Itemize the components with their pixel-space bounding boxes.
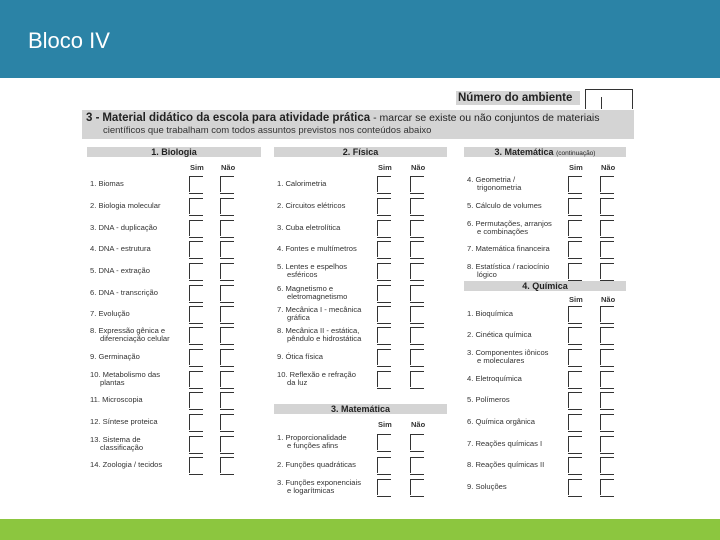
biologia-item: [90, 461, 162, 469]
biologia-sim-checkbox[interactable]: [189, 436, 203, 452]
biologia-item: [90, 267, 150, 275]
biologia-sim-checkbox[interactable]: [189, 220, 203, 236]
checkbox-baseline: [189, 431, 203, 432]
checkbox-baseline: [600, 366, 614, 367]
fisica-item: [277, 327, 361, 343]
quimica-item: [467, 483, 507, 491]
item-label-line: 6. Permutações, arranjos: [467, 219, 552, 228]
biologia-nao-checkbox[interactable]: [220, 349, 234, 365]
matematica-nao-header: Não: [411, 420, 426, 429]
item-label-line: 3. Funções exponenciais: [277, 478, 362, 487]
fisica-sim-checkbox[interactable]: [377, 349, 391, 365]
checkbox-baseline: [568, 344, 582, 345]
item-label-line: 2. Circuitos elétricos: [277, 201, 346, 210]
matematica-nao-checkbox[interactable]: [410, 479, 424, 495]
fisica-section-header: [274, 147, 447, 157]
checkbox-baseline: [377, 496, 391, 497]
matematica-item: [277, 434, 347, 450]
item-label-line: da luz: [287, 378, 308, 387]
biologia-nao-checkbox[interactable]: [220, 263, 234, 279]
item-label-line: eletromagnetismo: [287, 292, 348, 301]
checkbox-baseline: [189, 280, 203, 281]
matematica_cont-nao-checkbox[interactable]: [600, 176, 614, 192]
fisica-item: [277, 202, 345, 210]
quimica-sim-checkbox[interactable]: [568, 349, 582, 365]
item-label-line: 4. Fontes e multímetros: [277, 244, 357, 253]
matematica-nao-checkbox[interactable]: [410, 457, 424, 473]
slide-header: [0, 0, 720, 78]
fisica-item: [277, 353, 323, 361]
biologia-sim-checkbox[interactable]: [189, 285, 203, 301]
matematica_cont-sim-checkbox[interactable]: [568, 263, 582, 279]
checkbox-baseline: [377, 215, 391, 216]
item-label-line: 4. Eletroquímica: [467, 374, 522, 383]
item-label-line: e logarítmicas: [287, 486, 335, 495]
item-label-line: 14. Zoologia / tecidos: [90, 460, 163, 469]
checkbox-baseline: [410, 388, 424, 389]
biologia-sim-checkbox[interactable]: [189, 306, 203, 322]
slide-title: Bloco IV: [28, 28, 110, 53]
quimica-sim-checkbox[interactable]: [568, 371, 582, 387]
item-label-line: 7. Evolução: [90, 309, 130, 318]
checkbox-baseline: [568, 496, 582, 497]
item-label-line: 6. Química orgânica: [467, 417, 535, 426]
checkbox-baseline: [410, 302, 424, 303]
biologia-nao-checkbox[interactable]: [220, 198, 234, 214]
item-label-line: 9. Ótica física: [277, 352, 324, 361]
item-label-line: 12. Síntese proteica: [90, 417, 158, 426]
quimica-nao-checkbox[interactable]: [600, 371, 614, 387]
question-suffix: - marcar se existe ou não conjuntos de materiais: [373, 112, 600, 124]
ambiente-field[interactable]: [585, 89, 633, 109]
biologia-sim-checkbox[interactable]: [189, 457, 203, 473]
biologia-sim-header: Sim: [190, 163, 204, 172]
item-label-line: 1. Bioquímica: [467, 309, 514, 318]
checkbox-baseline: [220, 409, 234, 410]
biologia-item: [90, 289, 158, 297]
checkbox-baseline: [377, 344, 391, 345]
footer-bar: [0, 519, 720, 540]
quimica-item: [467, 375, 522, 383]
biologia-item: [90, 396, 143, 404]
fisica-nao-checkbox[interactable]: [410, 263, 424, 279]
biologia-nao-checkbox[interactable]: [220, 285, 234, 301]
fisica-sim-checkbox[interactable]: [377, 241, 391, 257]
fisica-nao-checkbox[interactable]: [410, 349, 424, 365]
biologia-item: [90, 371, 160, 387]
checkbox-baseline: [189, 323, 203, 324]
item-label-line: e moleculares: [477, 356, 525, 365]
quimica-item: [467, 440, 542, 448]
biologia-item: [90, 418, 158, 426]
biologia-sim-checkbox[interactable]: [189, 414, 203, 430]
item-label-line: 1. Proporcionalidade: [277, 433, 347, 442]
fisica-nao-checkbox[interactable]: [410, 241, 424, 257]
checkbox-baseline: [410, 496, 424, 497]
checkbox-baseline: [189, 474, 203, 475]
checkbox-baseline: [600, 193, 614, 194]
matematica_cont-item: [467, 245, 550, 253]
checkbox-baseline: [600, 409, 614, 410]
checkbox-baseline: [377, 193, 391, 194]
quimica-sim-checkbox[interactable]: [568, 414, 582, 430]
biologia-nao-checkbox[interactable]: [220, 220, 234, 236]
checkbox-baseline: [220, 453, 234, 454]
checkbox-baseline: [410, 344, 424, 345]
item-label-line: 6. DNA - transcrição: [90, 288, 158, 297]
checkbox-baseline: [600, 323, 614, 324]
matematica_cont-item: [467, 220, 552, 236]
checkbox-baseline: [220, 431, 234, 432]
checkbox-baseline: [410, 366, 424, 367]
matematica_cont-section-header: [464, 147, 626, 157]
biologia-nao-header: Não: [221, 163, 236, 172]
quimica-nao-checkbox[interactable]: [600, 349, 614, 365]
matematica_cont-sim-checkbox[interactable]: [568, 220, 582, 236]
matematica-item: [277, 461, 356, 469]
item-label-line: classificação: [100, 443, 144, 452]
question-subtitle: científicos que trabalham com todos assuntos previstos nos conteúdos abaixo: [103, 125, 432, 136]
item-label-line: 5. Lentes e espelhos: [277, 262, 348, 271]
biologia-nao-checkbox[interactable]: [220, 371, 234, 387]
biologia-sim-checkbox[interactable]: [189, 241, 203, 257]
checkbox-baseline: [568, 215, 582, 216]
checkbox-baseline: [568, 474, 582, 475]
matematica_cont-sim-header: Sim: [569, 163, 583, 172]
biologia-nao-checkbox[interactable]: [220, 436, 234, 452]
item-label-line: diferenciação celular: [100, 334, 170, 343]
question-number: 3 -: [86, 112, 100, 124]
matematica-sim-checkbox[interactable]: [377, 457, 391, 473]
fisica-sim-checkbox[interactable]: [377, 327, 391, 343]
item-label-line: 5. Polímeros: [467, 395, 510, 404]
checkbox-baseline: [410, 258, 424, 259]
matematica-item: [277, 479, 361, 495]
checkbox-baseline: [189, 237, 203, 238]
item-label-line: 7. Reações químicas I: [467, 439, 543, 448]
ambiente-label: Número do ambiente: [456, 91, 580, 105]
item-label-line: 5. Cálculo de volumes: [467, 201, 542, 210]
checkbox-baseline: [377, 258, 391, 259]
checkbox-baseline: [377, 280, 391, 281]
matematica_cont-item: [467, 176, 521, 192]
quimica-sim-checkbox[interactable]: [568, 306, 582, 322]
item-label-line: 4. Geometria /: [467, 175, 516, 184]
fisica-item: [277, 306, 361, 322]
biologia-item: [90, 224, 157, 232]
checkbox-baseline: [220, 323, 234, 324]
checkbox-baseline: [600, 431, 614, 432]
fisica-item: [277, 371, 356, 387]
checkbox-baseline: [600, 474, 614, 475]
fisica-sim-checkbox[interactable]: [377, 371, 391, 387]
checkbox-baseline: [568, 237, 582, 238]
item-label-line: 11. Microscopia: [90, 395, 143, 404]
quimica-nao-checkbox[interactable]: [600, 306, 614, 322]
matematica-sim-checkbox[interactable]: [377, 434, 391, 450]
item-label-line: plantas: [100, 378, 125, 387]
checkbox-baseline: [568, 453, 582, 454]
item-label-line: 6. Magnetismo e: [277, 284, 334, 293]
quimica-sim-checkbox[interactable]: [568, 327, 582, 343]
item-label-line: 5. DNA - extração: [90, 266, 150, 275]
item-label-line: pêndulo e hidrostática: [287, 334, 362, 343]
fisica-sim-header: Sim: [378, 163, 392, 172]
quimica-item: [467, 310, 513, 318]
quimica-nao-checkbox[interactable]: [600, 414, 614, 430]
checkbox-baseline: [568, 366, 582, 367]
checkbox-baseline: [189, 302, 203, 303]
checkbox-baseline: [220, 237, 234, 238]
quimica-nao-header: Não: [601, 295, 616, 304]
quimica-section-header: [464, 281, 626, 291]
checkbox-baseline: [189, 258, 203, 259]
matematica_cont-nao-checkbox[interactable]: [600, 263, 614, 279]
checkbox-baseline: [600, 388, 614, 389]
checkbox-baseline: [189, 388, 203, 389]
checkbox-baseline: [377, 474, 391, 475]
quimica-sim-checkbox[interactable]: [568, 436, 582, 452]
fisica-item: [277, 245, 357, 253]
fisica-item: [277, 285, 347, 301]
item-label-line: e combinações: [477, 227, 529, 236]
checkbox-baseline: [220, 302, 234, 303]
quimica-sim-checkbox[interactable]: [568, 457, 582, 473]
checkbox-baseline: [220, 474, 234, 475]
checkbox-baseline: [189, 366, 203, 367]
checkbox-baseline: [189, 344, 203, 345]
item-label-line: 3. Cuba eletrolítica: [277, 223, 341, 232]
fisica-nao-checkbox[interactable]: [410, 306, 424, 322]
checkbox-baseline: [189, 453, 203, 454]
matematica_cont-sim-checkbox[interactable]: [568, 198, 582, 214]
checkbox-baseline: [600, 258, 614, 259]
checkbox-baseline: [220, 366, 234, 367]
item-label-line: lógico: [477, 270, 497, 279]
biologia-item: [90, 310, 130, 318]
item-label-line: 4. DNA - estrutura: [90, 244, 151, 253]
item-label-line: 8. Estatística / raciocínio: [467, 262, 550, 271]
checkbox-baseline: [377, 323, 391, 324]
checkbox-baseline: [377, 302, 391, 303]
fisica-sim-checkbox[interactable]: [377, 176, 391, 192]
quimica-nao-checkbox[interactable]: [600, 457, 614, 473]
checkbox-baseline: [600, 215, 614, 216]
item-label-line: 10. Metabolismo das: [90, 370, 161, 379]
matematica_cont-section-note: (continuação): [556, 150, 596, 157]
fisica-item: [277, 180, 326, 188]
quimica-item: [467, 349, 548, 365]
biologia-section-header: [87, 147, 261, 157]
fisica-section-title: 2. Física: [342, 147, 379, 157]
item-label-line: 8. Expressão gênica e: [90, 326, 166, 335]
checkbox-baseline: [377, 237, 391, 238]
matematica_cont-nao-checkbox[interactable]: [600, 241, 614, 257]
item-label-line: trigonometria: [477, 183, 522, 192]
biologia-nao-checkbox[interactable]: [220, 392, 234, 408]
checkbox-baseline: [189, 215, 203, 216]
checkbox-baseline: [410, 215, 424, 216]
item-label-line: e funções afins: [287, 441, 339, 450]
checkbox-baseline: [568, 388, 582, 389]
item-label-line: 9. Germinação: [90, 352, 140, 361]
biologia-sim-checkbox[interactable]: [189, 327, 203, 343]
biologia-sim-checkbox[interactable]: [189, 392, 203, 408]
checkbox-baseline: [220, 215, 234, 216]
item-label-line: 2. Biologia molecular: [90, 201, 161, 210]
quimica-nao-checkbox[interactable]: [600, 436, 614, 452]
checkbox-baseline: [568, 409, 582, 410]
matematica_cont-sim-checkbox[interactable]: [568, 176, 582, 192]
quimica-sim-checkbox[interactable]: [568, 479, 582, 495]
checkbox-baseline: [600, 344, 614, 345]
checkbox-baseline: [410, 323, 424, 324]
biologia-item: [90, 245, 151, 253]
checkbox-baseline: [410, 280, 424, 281]
quimica-section-title: 4. Química: [522, 281, 568, 291]
biologia-nao-checkbox[interactable]: [220, 327, 234, 343]
fisica-sim-checkbox[interactable]: [377, 198, 391, 214]
ambiente-field-divider: [601, 97, 602, 109]
biologia-nao-checkbox[interactable]: [220, 414, 234, 430]
matematica_cont-sim-checkbox[interactable]: [568, 241, 582, 257]
quimica-nao-checkbox[interactable]: [600, 479, 614, 495]
fisica-nao-checkbox[interactable]: [410, 198, 424, 214]
biologia-item: [90, 353, 140, 361]
checkbox-baseline: [600, 237, 614, 238]
fisica-nao-header: Não: [411, 163, 426, 172]
quimica-item: [467, 396, 510, 404]
fisica-nao-checkbox[interactable]: [410, 327, 424, 343]
fisica-sim-checkbox[interactable]: [377, 263, 391, 279]
matematica-section-header: [274, 404, 447, 414]
biologia-sim-checkbox[interactable]: [189, 349, 203, 365]
fisica-sim-checkbox[interactable]: [377, 220, 391, 236]
checkbox-baseline: [410, 193, 424, 194]
checkbox-baseline: [377, 366, 391, 367]
matematica_cont-nao-checkbox[interactable]: [600, 198, 614, 214]
matematica-section-title: 3. Matemática: [330, 404, 391, 414]
checkbox-baseline: [377, 388, 391, 389]
checkbox-baseline: [220, 344, 234, 345]
item-label-line: 8. Reações químicas II: [467, 460, 545, 469]
item-label-line: 9. Soluções: [467, 482, 507, 491]
checkbox-baseline: [220, 193, 234, 194]
fisica-nao-checkbox[interactable]: [410, 176, 424, 192]
item-label-line: 2. Cinética química: [467, 330, 532, 339]
checkbox-baseline: [189, 193, 203, 194]
checkbox-baseline: [600, 453, 614, 454]
item-label-line: 1. Biomas: [90, 179, 124, 188]
biologia-sim-checkbox[interactable]: [189, 263, 203, 279]
checkbox-baseline: [377, 451, 391, 452]
item-label-line: 3. Componentes iônicos: [467, 348, 549, 357]
checkbox-baseline: [220, 280, 234, 281]
checkbox-baseline: [220, 388, 234, 389]
matematica-sim-header: Sim: [378, 420, 392, 429]
matematica_cont-nao-header: Não: [601, 163, 616, 172]
biologia-sim-checkbox[interactable]: [189, 176, 203, 192]
checkbox-baseline: [568, 193, 582, 194]
biologia-item: [90, 436, 143, 452]
checkbox-baseline: [220, 258, 234, 259]
quimica-nao-checkbox[interactable]: [600, 327, 614, 343]
quimica-nao-checkbox[interactable]: [600, 392, 614, 408]
checkbox-baseline: [410, 237, 424, 238]
biologia-nao-checkbox[interactable]: [220, 457, 234, 473]
matematica_cont-nao-checkbox[interactable]: [600, 220, 614, 236]
biologia-item: [90, 180, 124, 188]
checkbox-baseline: [189, 409, 203, 410]
biologia-sim-checkbox[interactable]: [189, 198, 203, 214]
item-label-line: 7. Matemática financeira: [467, 244, 550, 253]
item-label-line: 3. DNA - duplicação: [90, 223, 158, 232]
fisica-nao-checkbox[interactable]: [410, 220, 424, 236]
checkbox-baseline: [410, 451, 424, 452]
quimica-sim-checkbox[interactable]: [568, 392, 582, 408]
question-title-line: [86, 112, 600, 124]
quimica-item: [467, 461, 544, 469]
fisica-sim-checkbox[interactable]: [377, 285, 391, 301]
fisica-item: [277, 224, 340, 232]
item-label-line: 7. Mecânica I - mecânica: [277, 305, 362, 314]
biologia-nao-checkbox[interactable]: [220, 241, 234, 257]
matematica_cont-section-title: 3. Matemática: [494, 147, 554, 157]
matematica_cont-item: [467, 202, 542, 210]
item-label-line: esféricos: [287, 270, 318, 279]
fisica-sim-checkbox[interactable]: [377, 306, 391, 322]
biologia-item: [90, 202, 161, 210]
biologia-sim-checkbox[interactable]: [189, 371, 203, 387]
checkbox-baseline: [568, 323, 582, 324]
biologia-item: [90, 327, 170, 343]
item-label-line: 13. Sistema de: [90, 435, 141, 444]
matematica-nao-checkbox[interactable]: [410, 434, 424, 450]
biologia-section-title: 1. Biologia: [151, 147, 197, 157]
fisica-item: [277, 263, 347, 279]
checkbox-baseline: [410, 474, 424, 475]
fisica-nao-checkbox[interactable]: [410, 285, 424, 301]
checkbox-baseline: [600, 496, 614, 497]
item-label-line: 10. Reflexão e refração: [277, 370, 356, 379]
quimica-sim-header: Sim: [569, 295, 583, 304]
item-label-line: 1. Calorimetria: [277, 179, 327, 188]
fisica-nao-checkbox[interactable]: [410, 371, 424, 387]
quimica-item: [467, 331, 532, 339]
item-label-line: gráfica: [287, 313, 310, 322]
biologia-nao-checkbox[interactable]: [220, 306, 234, 322]
biologia-nao-checkbox[interactable]: [220, 176, 234, 192]
matematica-sim-checkbox[interactable]: [377, 479, 391, 495]
item-label-line: 2. Funções quadráticas: [277, 460, 356, 469]
item-label-line: 8. Mecânica II - estática,: [277, 326, 360, 335]
checkbox-baseline: [568, 258, 582, 259]
question-title: Material didático da escola para atividade prática: [102, 112, 371, 124]
checkbox-baseline: [568, 431, 582, 432]
quimica-item: [467, 418, 535, 426]
matematica_cont-item: [467, 263, 549, 279]
question-header: [82, 110, 634, 139]
